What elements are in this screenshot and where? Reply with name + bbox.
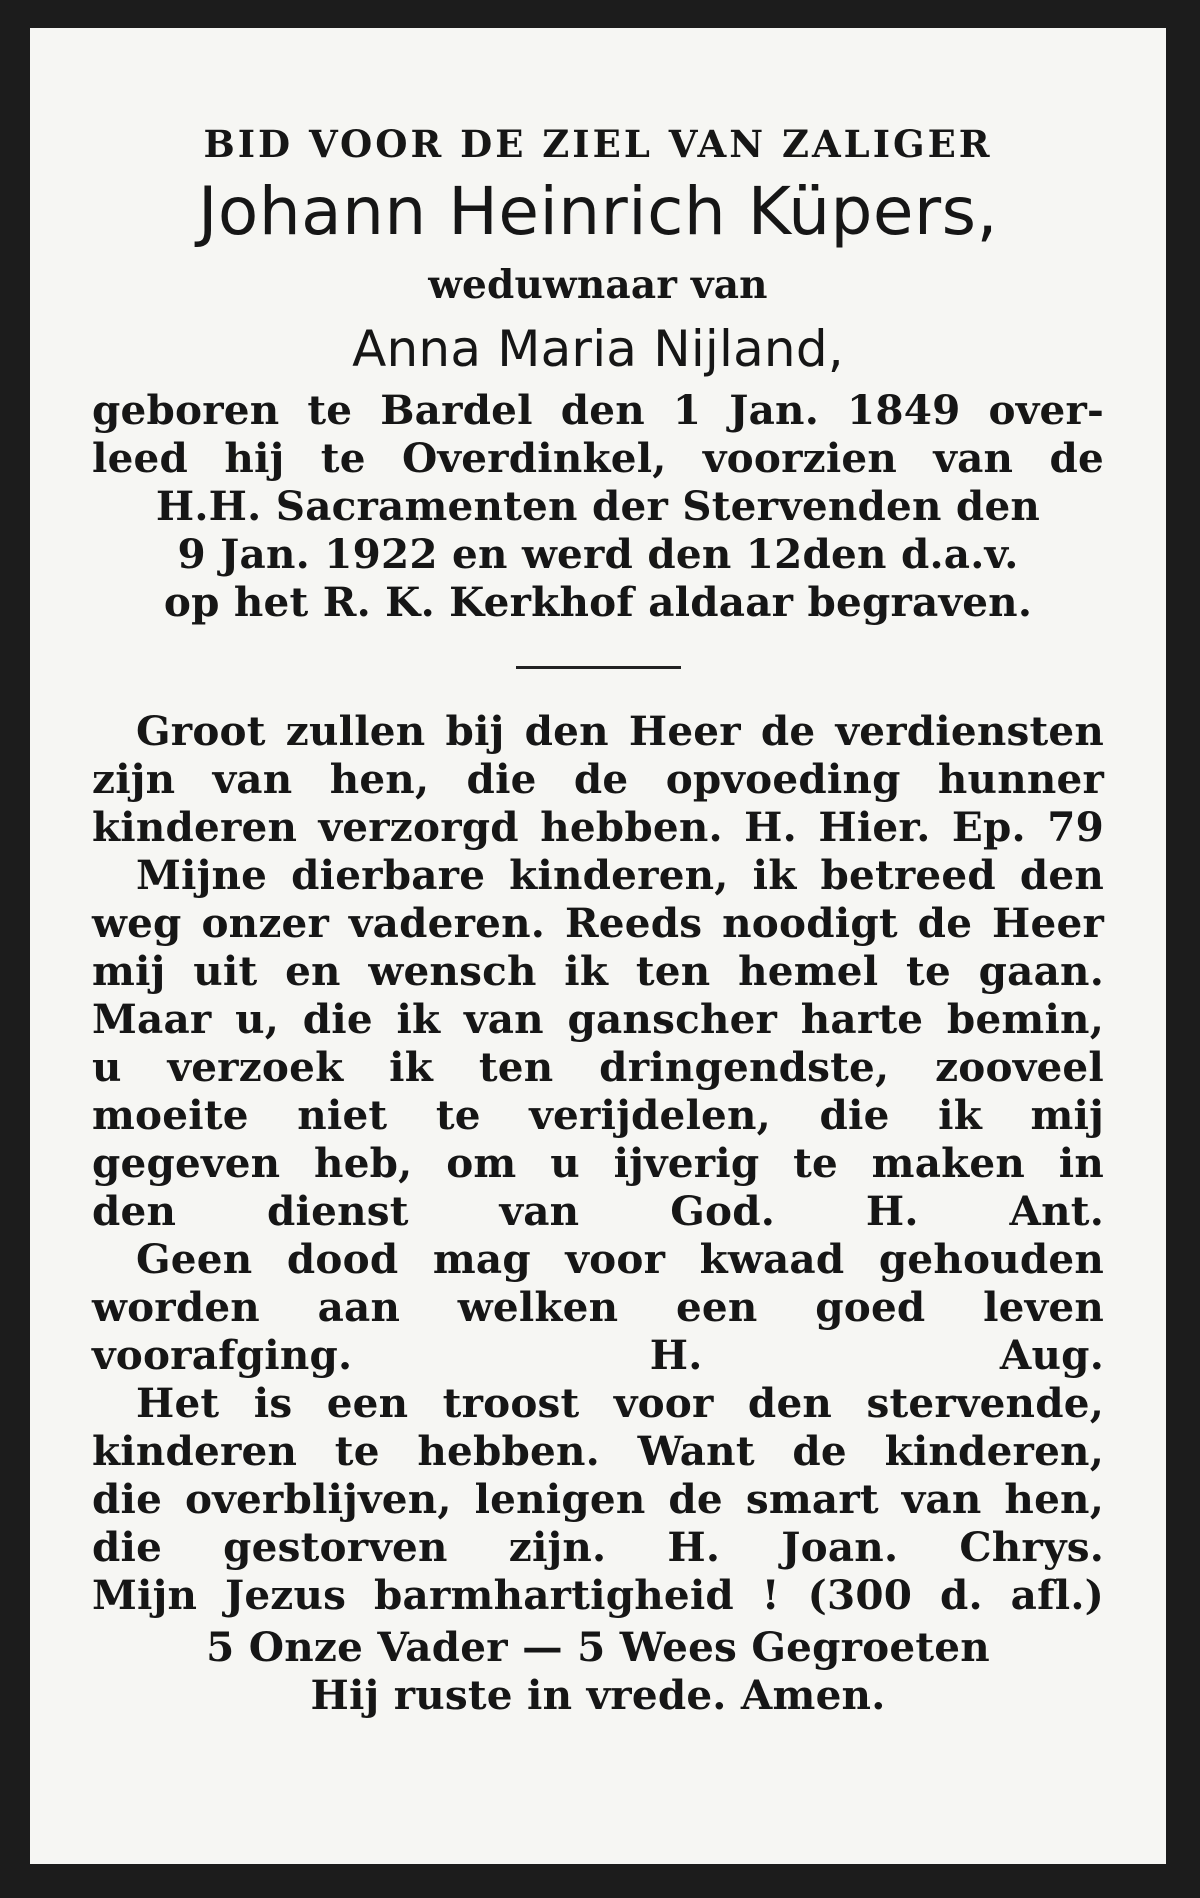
quote-antonius [92, 851, 1104, 1235]
quote-line: weg onzer vaderen. Reeds noodigt de Heer [92, 899, 1104, 947]
quote-line: voorafging. H. Aug. [92, 1331, 1104, 1379]
quote-line: zijn van hen, die de opvoeding hunner [92, 755, 1104, 803]
quote-line: Groot zullen bij den Heer de verdiensten [136, 707, 1104, 755]
divider-rule [516, 666, 681, 669]
biography [92, 386, 1104, 626]
quote-augustinus [92, 1235, 1104, 1379]
quote-hieronymus [92, 707, 1104, 851]
biography-line: 9 Jan. 1922 en werd den 12den d.a.v. [177, 530, 1019, 578]
quote-line: Geen dood mag voor kwaad gehouden [136, 1235, 1104, 1283]
biography-line: op het R. K. Kerkhof aldaar begraven. [163, 578, 1033, 626]
deceased-name: Johann Heinrich Küpers, [197, 173, 999, 250]
ejaculation-prayer: Mijn Jezus barmhartigheid ! (300 d. afl.) [92, 1571, 1104, 1619]
quote-line: kinderen verzorgd hebben. H. Hier. Ep. 79 [92, 803, 1104, 851]
quote-chrysostomus [92, 1379, 1104, 1571]
quote-line: u verzoek ik ten dringendste, zooveel [92, 1043, 1104, 1091]
biography-line: geboren te Bardel den 1 Jan. 1849 over- [92, 386, 1104, 434]
closing-blessing: Hij ruste in vrede. Amen. [310, 1671, 886, 1719]
quote-line: Mijne dierbare kinderen, ik betreed den [136, 851, 1104, 899]
quote-line: Maar u, die ik van ganscher harte bemin, [92, 995, 1104, 1043]
biography-line: H.H. Sacramenten der Stervenden den [155, 482, 1041, 530]
spouse-name: Anna Maria Nijland, [352, 320, 844, 378]
quote-line: gegeven heb, om u ijverig te maken in [92, 1139, 1104, 1187]
card-heading: BID VOOR DE ZIEL VAN ZALIGER [203, 122, 993, 166]
quote-line: mij uit en wensch ik ten hemel te gaan. [92, 947, 1104, 995]
quote-line: den dienst van God. H. Ant. [92, 1187, 1104, 1235]
quote-line: Het is een troost voor den stervende, [136, 1379, 1104, 1427]
relation-text: weduwnaar van [428, 262, 768, 308]
prayer-count: 5 Onze Vader — 5 Wees Gegroeten [206, 1623, 990, 1671]
card-body [30, 28, 1166, 1864]
quote-line: die overblijven, lenigen de smart van hen, [92, 1475, 1104, 1523]
quote-line: moeite niet te verijdelen, die ik mij [92, 1091, 1104, 1139]
quote-line: worden aan welken een goed leven [92, 1283, 1104, 1331]
biography-line: leed hij te Overdinkel, voorzien van de [92, 434, 1104, 482]
quote-line: kinderen te hebben. Want de kinderen, [92, 1427, 1104, 1475]
quote-line: die gestorven zijn. H. Joan. Chrys. [92, 1523, 1104, 1571]
